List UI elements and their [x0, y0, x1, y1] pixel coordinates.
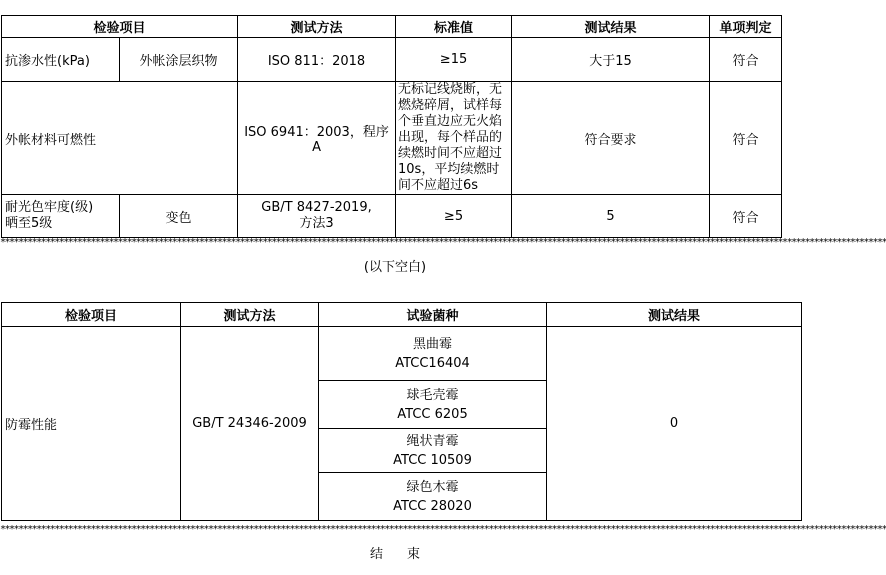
subitem-cell: 外帐涂层织物	[120, 38, 238, 82]
test-results-table-1	[1, 15, 782, 238]
header-test-method: 测试方法	[238, 16, 396, 38]
item-cell: 抗渗水性(kPa)	[2, 38, 120, 82]
strain-name: 绿色木霉	[406, 479, 459, 495]
subitem-cell: 变色	[120, 195, 238, 238]
header-inspection-item: 检验项目	[2, 16, 238, 38]
standard-cell: 无标记线烧断，无燃烧碎屑，试样每个垂直边应无火焰出现，每个样品的续燃时间不应超过10s，平均续燃时间不应超过6s	[396, 82, 512, 195]
item-cell: 防霉性能	[2, 327, 181, 521]
strain-code: ATCC16404	[395, 355, 470, 371]
standard-cell: ≥5	[396, 195, 512, 238]
strain-cell	[319, 473, 547, 521]
end-marker	[0, 543, 790, 562]
verdict-cell: 符合	[710, 82, 782, 195]
result-cell: 5	[512, 195, 710, 238]
standard-cell: ≥15	[396, 38, 512, 82]
header-test-result: 测试结果	[547, 303, 802, 327]
result-cell: 0	[547, 327, 802, 521]
strain-name: 球毛壳霉	[406, 387, 459, 403]
strain-name: 黑曲霉	[412, 336, 452, 352]
table-row	[2, 195, 782, 238]
verdict-cell: 符合	[710, 38, 782, 82]
method-cell: GB/T 24346-2009	[181, 327, 319, 521]
table1-header-row	[2, 16, 782, 38]
method-cell: ISO 6941：2003，程序A	[238, 82, 396, 195]
method-cell: ISO 811：2018	[238, 38, 396, 82]
strain-code: ATCC 6205	[397, 406, 468, 422]
header-standard-value: 标准值	[396, 16, 512, 38]
method-cell: GB/T 8427-2019, 方法3	[238, 195, 396, 238]
header-inspection-item: 检验项目	[2, 303, 181, 327]
table-row	[2, 82, 782, 195]
header-test-method: 测试方法	[181, 303, 319, 327]
table2-header-row	[2, 303, 802, 327]
strain-cell	[319, 327, 547, 381]
result-cell: 大于15	[512, 38, 710, 82]
verdict-cell: 符合	[710, 195, 782, 238]
strain-code: ATCC 10509	[393, 452, 472, 468]
result-cell: 符合要求	[512, 82, 710, 195]
blank-below-note: (以下空白)	[363, 260, 427, 275]
item-cell: 耐光色牢度(级) 晒至5级	[2, 195, 120, 238]
strain-code: ATCC 28020	[393, 498, 472, 514]
end-char: 束	[407, 547, 421, 562]
strain-cell	[319, 429, 547, 473]
header-test-result: 测试结果	[512, 16, 710, 38]
item-cell: 外帐材料可燃性	[2, 82, 238, 195]
separator-stars: ****************************************************************************************************************************************************************************************************	[0, 237, 886, 248]
strain-cell	[319, 381, 547, 429]
table-row	[2, 327, 802, 381]
header-strain: 试验菌种	[319, 303, 547, 327]
end-char: 结	[369, 547, 383, 562]
test-results-table-2	[1, 302, 802, 521]
header-verdict: 单项判定	[710, 16, 782, 38]
strain-name: 绳状青霉	[406, 433, 459, 449]
separator-stars: ****************************************************************************************************************************************************************************************************	[0, 524, 886, 535]
table-row	[2, 38, 782, 82]
